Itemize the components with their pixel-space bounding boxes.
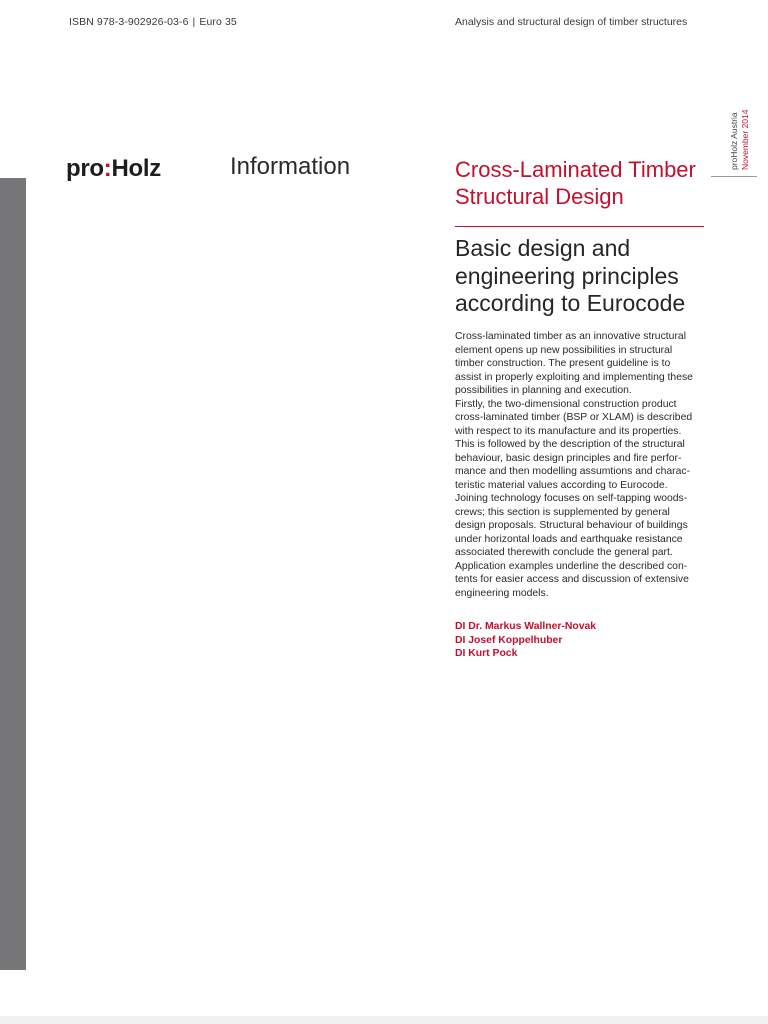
abstract-line: crews; this section is supplemented by general bbox=[455, 506, 670, 518]
proholz-logo bbox=[66, 155, 161, 183]
abstract-line: possibilities in planning and execution. bbox=[455, 385, 632, 396]
header-separator: | bbox=[192, 16, 196, 28]
abstract-line: mance and then modelling assumtions and charac- bbox=[455, 466, 691, 477]
abstract-line: assist in properly exploiting and implementing these bbox=[455, 371, 693, 383]
document-subtitle bbox=[455, 235, 735, 318]
abstract-line: element opens up new possibilities in structural bbox=[455, 344, 673, 356]
abstract-line: timber construction. The present guideline is to bbox=[455, 358, 671, 369]
author-name: DI Kurt Pock bbox=[455, 648, 518, 659]
logo-part-pro: pro bbox=[66, 155, 104, 182]
abstract-line: teristic material values according to Eurocode. bbox=[455, 479, 668, 491]
price: Euro 35 bbox=[199, 16, 237, 28]
publisher-rule bbox=[711, 176, 757, 177]
publisher-name: proHolz Austria bbox=[729, 112, 739, 170]
subtitle-line: engineering principles bbox=[455, 262, 679, 289]
abstract-line: Application examples underline the described con- bbox=[455, 560, 688, 572]
publisher-vertical-text bbox=[729, 108, 751, 170]
abstract-line: cross-laminated timber (BSP or XLAM) is described bbox=[455, 412, 693, 423]
logo-part-holz: Holz bbox=[111, 155, 161, 182]
abstract-line: associated therewith conclude the general part. bbox=[455, 547, 673, 558]
title-line: Cross-Laminated Timber bbox=[455, 157, 696, 182]
publication-date: November 2014 bbox=[740, 109, 750, 170]
bottom-strip bbox=[0, 1016, 768, 1024]
publisher-block bbox=[711, 108, 757, 178]
abstract-line: Cross-laminated timber as an innovative structural bbox=[455, 331, 686, 342]
isbn: ISBN 978-3-902926-03-6 bbox=[69, 16, 189, 28]
information-label: Information bbox=[230, 153, 351, 180]
abstract-line: This is followed by the description of the structural bbox=[455, 439, 685, 450]
title-line: Structural Design bbox=[455, 184, 624, 209]
abstract-line: engineering models. bbox=[455, 587, 549, 599]
running-title: Analysis and structural design of timber structures bbox=[455, 16, 688, 28]
abstract-line: behaviour, basic design principles and fire perfor- bbox=[455, 452, 682, 464]
abstract-line: tents for easier access and discussion of extensive bbox=[455, 574, 689, 585]
author-name: DI Josef Koppelhuber bbox=[455, 634, 563, 646]
document-title bbox=[455, 156, 715, 210]
author-name: DI Dr. Markus Wallner-Novak bbox=[455, 621, 597, 632]
abstract-line: with respect to its manufacture and its properties. bbox=[455, 425, 682, 437]
abstract-line: Joining technology focuses on self-tapping woods- bbox=[455, 493, 688, 504]
title-rule bbox=[455, 226, 704, 227]
isbn-line bbox=[69, 16, 237, 28]
abstract bbox=[455, 330, 715, 600]
abstract-line: design proposals. Structural behaviour of buildings bbox=[455, 520, 688, 531]
subtitle-line: Basic design and bbox=[455, 235, 631, 261]
abstract-line: Firstly, the two-dimensional construction product bbox=[455, 398, 677, 410]
abstract-line: under horizontal loads and earthquake resistance bbox=[455, 533, 683, 545]
side-bar bbox=[0, 178, 26, 970]
logo-colon: : bbox=[103, 155, 112, 182]
subtitle-line: according to Eurocode bbox=[455, 290, 686, 316]
authors bbox=[455, 620, 596, 661]
